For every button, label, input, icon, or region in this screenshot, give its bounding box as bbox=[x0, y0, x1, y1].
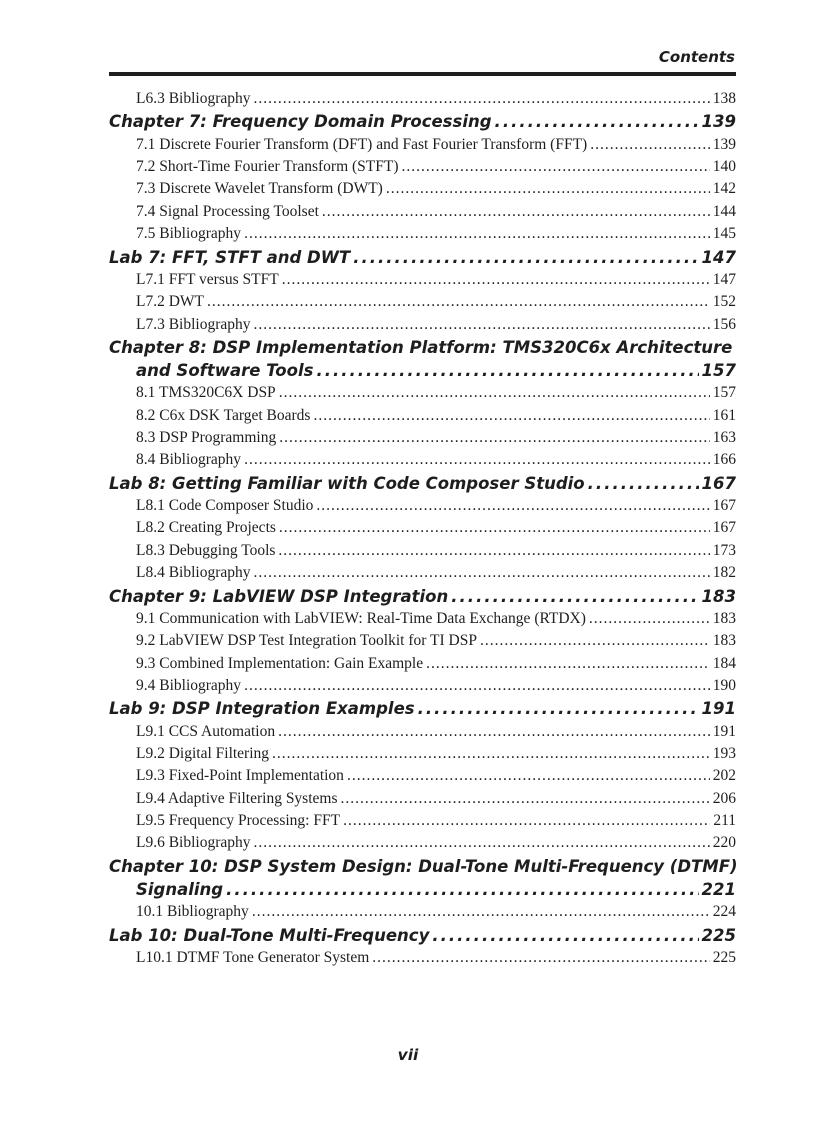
toc-entry-9-4 bbox=[109, 675, 736, 697]
toc-entry-page: 206 bbox=[712, 789, 736, 807]
toc-entry-8-2 bbox=[109, 405, 736, 427]
toc-chapter-page: 139 bbox=[701, 112, 736, 132]
toc-chapter-label: Lab 10: Dual-Tone Multi-Frequency bbox=[109, 925, 430, 945]
toc-entry-label: L7.2 DWT bbox=[136, 293, 205, 311]
toc-lab-7 bbox=[109, 246, 736, 269]
dot-leader bbox=[278, 540, 709, 562]
toc-entry-page: 138 bbox=[712, 90, 736, 107]
toc-entry-label: 8.1 TMS320C6X DSP bbox=[136, 384, 276, 402]
toc-chapter-page: 225 bbox=[701, 925, 736, 945]
toc-entry-label: L9.2 Digital Filtering bbox=[136, 744, 270, 762]
toc-entry-l8-3 bbox=[109, 540, 736, 562]
toc-entry-label: 9.2 LabVIEW DSP Test Integration Toolkit for TI DSP bbox=[136, 632, 477, 650]
toc-entry-page: 139 bbox=[712, 135, 736, 153]
dot-leader bbox=[252, 901, 710, 923]
dot-leader bbox=[226, 878, 698, 901]
toc-entry-page: 173 bbox=[712, 541, 736, 559]
toc-entry-page: 184 bbox=[712, 654, 736, 672]
dot-leader bbox=[279, 427, 710, 449]
toc-entry-7-2 bbox=[109, 156, 736, 178]
toc-entry-page: 140 bbox=[712, 157, 736, 175]
toc-entry-l9-4 bbox=[109, 788, 736, 810]
toc-lab-8 bbox=[109, 472, 736, 495]
dot-leader bbox=[207, 291, 710, 313]
toc-entry-label: L9.4 Adaptive Filtering Systems bbox=[136, 789, 338, 807]
toc-chapter-8 bbox=[109, 359, 736, 382]
dot-leader bbox=[590, 134, 710, 156]
toc-chapter-label: Chapter 7: Frequency Domain Processing bbox=[109, 112, 492, 132]
dot-leader bbox=[432, 924, 698, 947]
toc-entry-page: 211 bbox=[713, 812, 736, 830]
toc-entry-label: L7.1 FFT versus STFT bbox=[136, 270, 279, 288]
toc-entry-l8-2 bbox=[109, 517, 736, 539]
toc-entry-8-3 bbox=[109, 427, 736, 449]
toc-chapter-page: 191 bbox=[701, 699, 736, 719]
toc-chapter-label: Lab 7: FFT, STFT and DWT bbox=[109, 247, 351, 267]
dot-leader bbox=[316, 495, 709, 517]
toc-chapter-9 bbox=[109, 585, 736, 608]
toc-chapter-page: 183 bbox=[701, 586, 736, 606]
toc-entry-7-4 bbox=[109, 201, 736, 223]
toc-entry-page: 182 bbox=[712, 564, 736, 582]
dot-leader bbox=[244, 675, 710, 697]
toc-entry-page: 156 bbox=[712, 315, 736, 333]
toc-entry-label: 7.3 Discrete Wavelet Transform (DWT) bbox=[136, 180, 383, 198]
dot-leader bbox=[451, 585, 698, 608]
dot-leader bbox=[426, 653, 710, 675]
toc-entry-l8-1 bbox=[109, 495, 736, 517]
dot-leader bbox=[244, 223, 710, 245]
toc-entry-page: 147 bbox=[712, 270, 736, 288]
toc-entry-l8-4 bbox=[109, 562, 736, 584]
dot-leader bbox=[588, 472, 699, 495]
toc-entry-label: 8.2 C6x DSK Target Boards bbox=[136, 406, 311, 424]
dot-leader bbox=[254, 314, 710, 336]
dot-leader bbox=[418, 697, 699, 720]
toc-entry-label: 8.4 Bibliography bbox=[136, 451, 242, 469]
toc-entry-page: 224 bbox=[712, 903, 736, 921]
dot-leader bbox=[278, 721, 710, 743]
toc-entry-label: L8.2 Creating Projects bbox=[136, 519, 276, 537]
toc-entry-page: 225 bbox=[712, 948, 736, 966]
toc-chapter-page: 167 bbox=[701, 473, 736, 493]
toc-entry-8-4 bbox=[109, 449, 736, 471]
toc-entry-8-1 bbox=[109, 382, 736, 404]
dot-leader bbox=[347, 765, 710, 787]
dot-leader bbox=[353, 246, 698, 269]
toc-entry-page: 193 bbox=[712, 744, 736, 762]
toc-entry-page: 202 bbox=[712, 767, 736, 785]
toc-entry-label: 9.3 Combined Implementation: Gain Example bbox=[136, 654, 424, 672]
dot-leader bbox=[254, 832, 710, 854]
toc-entry-page: 167 bbox=[712, 497, 736, 515]
toc-entry-label: L7.3 Bibliography bbox=[136, 315, 251, 333]
toc-entry-page: 183 bbox=[712, 632, 736, 650]
toc-chapter-8-line1: Chapter 8: DSP Implementation Platform: TMS320C6x Architecture bbox=[109, 337, 733, 357]
dot-leader bbox=[279, 382, 710, 404]
toc-entry-label: 7.2 Short-Time Fourier Transform (STFT) bbox=[136, 157, 399, 175]
toc-entry-label: L9.3 Fixed-Point Implementation bbox=[136, 767, 344, 785]
toc-entry-page: 157 bbox=[712, 384, 736, 402]
dot-leader bbox=[386, 178, 710, 200]
toc-entry-9-3 bbox=[109, 653, 736, 675]
dot-leader bbox=[244, 449, 710, 471]
toc-entry-page: 142 bbox=[712, 180, 736, 198]
dot-leader bbox=[254, 88, 710, 110]
dot-leader bbox=[282, 269, 710, 291]
toc-entry-label: L8.4 Bibliography bbox=[136, 564, 251, 582]
toc-chapter-label: and Software Tools bbox=[136, 361, 314, 381]
toc-entry-label: 7.1 Discrete Fourier Transform (DFT) and Fast Fourier Transform (FFT) bbox=[136, 135, 588, 153]
toc-entry-label: L9.6 Bibliography bbox=[136, 834, 251, 852]
toc-entry-9-2 bbox=[109, 630, 736, 652]
toc-entry-page: 191 bbox=[712, 722, 736, 740]
toc-entry-page: 163 bbox=[712, 429, 736, 447]
toc-entry-label: 7.4 Signal Processing Toolset bbox=[136, 202, 319, 220]
toc-entry-label: L10.1 DTMF Tone Generator System bbox=[136, 948, 370, 966]
dot-leader bbox=[495, 110, 699, 133]
dot-leader bbox=[372, 947, 710, 969]
toc-entry-label: 7.5 Bibliography bbox=[136, 225, 242, 243]
toc-entry-page: 167 bbox=[712, 519, 736, 537]
toc-entry-label: L9.1 CCS Automation bbox=[136, 722, 276, 740]
toc-entry-page: 145 bbox=[712, 225, 736, 243]
dot-leader bbox=[322, 201, 710, 223]
toc-chapter-label: Chapter 9: LabVIEW DSP Integration bbox=[109, 586, 449, 606]
toc-lab-9 bbox=[109, 697, 736, 720]
table-of-contents bbox=[109, 88, 736, 969]
toc-entry-label: 9.1 Communication with LabVIEW: Real-Time Data Exchange (RTDX) bbox=[136, 609, 586, 627]
toc-entry-7-5 bbox=[109, 223, 736, 245]
dot-leader bbox=[589, 608, 710, 630]
toc-entry-page: 220 bbox=[712, 834, 736, 852]
dot-leader bbox=[316, 359, 698, 382]
toc-chapter-10 bbox=[109, 878, 736, 901]
toc-entry-page: 166 bbox=[712, 451, 736, 469]
toc-entry-label: L8.1 Code Composer Studio bbox=[136, 497, 314, 515]
toc-entry-page: 144 bbox=[712, 202, 736, 220]
page-number: vii bbox=[397, 1046, 419, 1064]
toc-entry-page: 161 bbox=[712, 406, 736, 424]
toc-chapter-7 bbox=[109, 110, 736, 133]
toc-entry-9-1 bbox=[109, 608, 736, 630]
toc-chapter-label: Lab 8: Getting Familiar with Code Composer Studio bbox=[109, 473, 585, 493]
toc-lab-10 bbox=[109, 924, 736, 947]
dot-leader bbox=[341, 788, 710, 810]
dot-leader bbox=[254, 562, 710, 584]
dot-leader bbox=[343, 810, 710, 832]
toc-entry-l7-1 bbox=[109, 269, 736, 291]
toc-entry-label: 8.3 DSP Programming bbox=[136, 429, 277, 447]
toc-entry-l7-3 bbox=[109, 314, 736, 336]
toc-entry-page: 152 bbox=[712, 293, 736, 311]
header-rule bbox=[109, 72, 736, 76]
toc-entry-l9-1 bbox=[109, 721, 736, 743]
toc-entry-l9-5 bbox=[109, 810, 736, 832]
dot-leader bbox=[279, 517, 710, 539]
toc-entry-label: L8.3 Debugging Tools bbox=[136, 541, 276, 559]
toc-entry-7-1 bbox=[109, 134, 736, 156]
toc-chapter-10-line1: Chapter 10: DSP System Design: Dual-Tone Multi-Frequency (DTMF) bbox=[109, 856, 738, 876]
toc-entry-l7-2 bbox=[109, 291, 736, 313]
toc-chapter-label: Lab 9: DSP Integration Examples bbox=[109, 699, 415, 719]
running-header-title: Contents bbox=[658, 48, 735, 66]
toc-entry-l6-3 bbox=[109, 88, 736, 110]
dot-leader bbox=[313, 405, 709, 427]
toc-entry-label: L9.5 Frequency Processing: FFT bbox=[136, 812, 341, 830]
toc-entry-label: 9.4 Bibliography bbox=[136, 676, 242, 694]
dot-leader bbox=[480, 630, 710, 652]
toc-entry-page: 183 bbox=[712, 609, 736, 627]
toc-chapter-label: Signaling bbox=[136, 880, 224, 900]
toc-entry-l9-2 bbox=[109, 743, 736, 765]
toc-entry-label: L6.3 Bibliography bbox=[136, 90, 251, 107]
toc-chapter-page: 157 bbox=[701, 361, 736, 381]
toc-chapter-page: 147 bbox=[701, 247, 736, 267]
dot-leader bbox=[402, 156, 710, 178]
toc-entry-label: 10.1 Bibliography bbox=[136, 903, 249, 921]
toc-entry-10-1 bbox=[109, 901, 736, 923]
dot-leader bbox=[272, 743, 710, 765]
toc-entry-7-3 bbox=[109, 178, 736, 200]
toc-entry-l10-1 bbox=[109, 947, 736, 969]
toc-entry-l9-6 bbox=[109, 832, 736, 854]
toc-entry-page: 190 bbox=[712, 676, 736, 694]
toc-chapter-page: 221 bbox=[701, 880, 736, 900]
toc-entry-l9-3 bbox=[109, 765, 736, 787]
